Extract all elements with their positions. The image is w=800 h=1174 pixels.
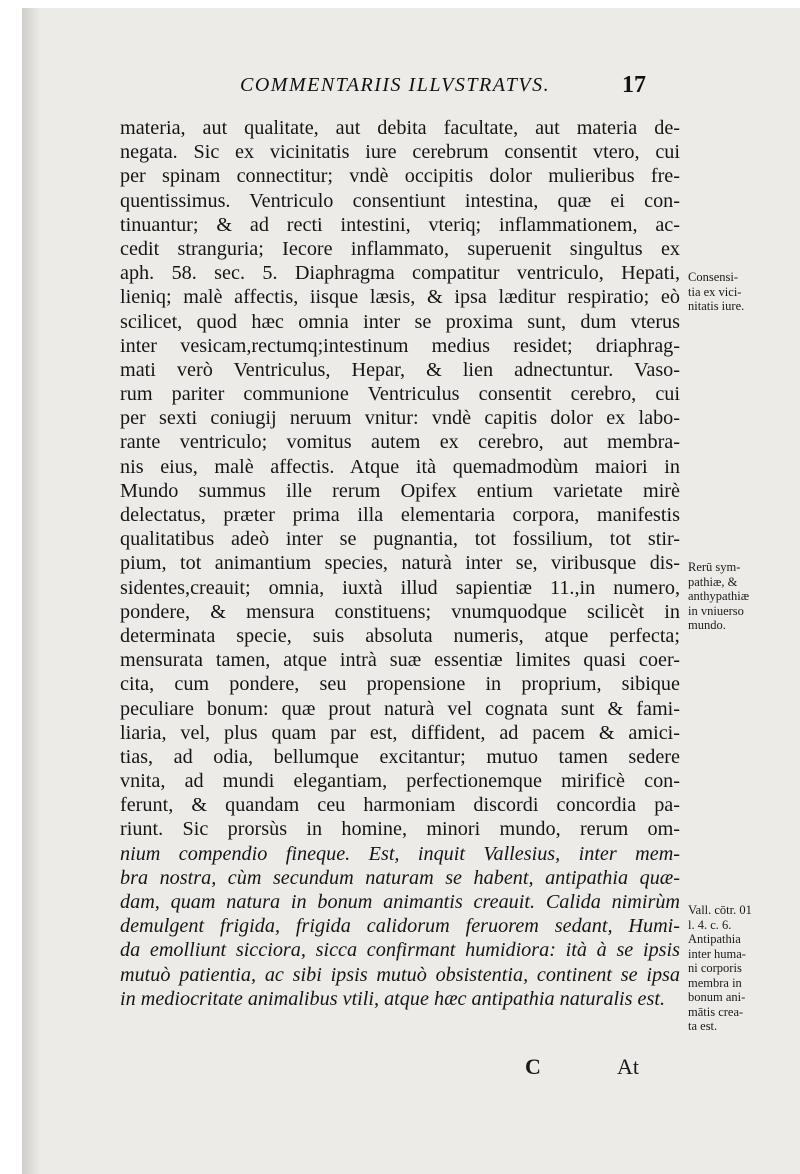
text-line: rante ventriculo; vomitus autem ex cerebro, aut membra- [120, 431, 680, 454]
text-line: mutuò patientia, ac sibi ipsis mutuò obsistentia, continent se ipsa [120, 963, 680, 986]
text-line: determinata specie, suis absoluta numeris, atque perfecta; [120, 624, 680, 647]
text-line: in mediocritate animalibus vtili, atque hæc antipathia naturalis est. [120, 987, 666, 1010]
text-line: tinuantur; & ad recti intestini, vteriq; inflammationem, ac- [120, 213, 680, 236]
marginal-note-line: inter huma- [688, 946, 746, 961]
text-line: dam, quam natura in bonum animantis creauit. Calida nimirùm [120, 891, 680, 913]
text-line: materia, aut qualitate, aut debita facultate, aut materia de- [120, 117, 680, 139]
text-line: tias, ad odia, bellumque excitantur; mutuo tamen sedere [120, 745, 680, 768]
text-line: bra nostra, cùm secundum naturam se habent, antipathia quæ- [120, 866, 680, 889]
text-line: rum pariter communione Ventriculus consentit cerebro, cui [120, 383, 680, 406]
marginal-note-line: pathiæ, & [688, 574, 738, 589]
marginal-note-line: Consensi- [688, 270, 738, 284]
text-line: scilicet, quod hæc omnia inter se proxima sunt, dum vterus [120, 310, 680, 333]
text-line: mati verò Ventriculus, Hepar, & lien adnectuntur. Vaso- [120, 358, 680, 381]
marginal-note-line: Antipathia [688, 932, 741, 946]
marginal-note-line: anthypathiæ [688, 589, 750, 603]
marginal-note-line: in vniuerso [688, 603, 744, 618]
marginal-note-line: bonum ani- [688, 990, 746, 1004]
text-line: peculiare bonum: quæ prout naturà vel cognata sunt & fami- [120, 697, 680, 720]
text-line: nis eius, malè affectis. Atque ità quemadmodùm maiori in [120, 455, 680, 478]
text-line: mensurata tamen, atque intrà suæ essentiæ limites quasi coer- [120, 649, 680, 672]
text-line: lieniq; malè affectis, iisque læsis, & ipsa læditur respiratio; eò [120, 286, 680, 309]
marginal-note-line: tia ex vici- [688, 284, 742, 299]
marginal-note-line: ta est. [688, 1019, 718, 1033]
marginal-note-line: mundo. [688, 618, 726, 632]
text-line: Mundo summus ille rerum Opifex entium varietate mirè [120, 479, 680, 502]
running-title: COMMENTARIIS ILLVSTRATVS. [240, 74, 551, 96]
marginal-note-line: l. 4. c. 6. [688, 917, 732, 932]
text-line: per spinam connectitur; vndè occipitis dolor mulieribus fre- [120, 165, 680, 188]
text-line: cedit stranguria; Iecore inflammato, superuenit singultus ex [120, 237, 680, 260]
marginal-note-line: ni corporis [688, 961, 742, 975]
text-line: liaria, vel, plus quam par est, diffident, ad pacem & amici- [120, 721, 680, 744]
marginal-note-antipathy [688, 903, 776, 1034]
text-line: sidentes,creauit; omnia, iuxtà illud sapientiæ 11.,in numero, [120, 576, 680, 599]
text-line: negata. Sic ex vicinitatis iure cerebrum consentit vtero, cui [120, 141, 680, 164]
text-line: nium compendio fineque. Est, inquit Vallesius, inter mem- [120, 842, 680, 865]
text-line: vnita, ad mundi elegantiam, perfectionemque mirificè con- [120, 770, 680, 793]
text-line: inter vesicam,rectumq;intestinum medius residet; driaphrag- [120, 334, 680, 357]
catchword: At [617, 1054, 639, 1079]
text-line: ferunt, & quandam ceu harmoniam discordi concordia pa- [120, 794, 680, 817]
marginal-note-line: Vall. cōtr. 01 [688, 903, 752, 917]
text-line: per sexti coniugij neruum vnitur: vndè capitis dolor ex labo- [120, 407, 680, 430]
text-line: pondere, & mensura constituens; vnumquodque scilicèt in [120, 600, 680, 623]
marginal-note-line: nitatis iure. [688, 299, 745, 313]
text-line: quentissimus. Ventriculo consentiunt intestina, quæ ei con- [120, 189, 680, 212]
text-line: delectatus, præter prima illa elementaria corpora, manifestis [120, 504, 680, 526]
marginal-note-sympathy [688, 560, 776, 633]
text-line: demulgent frigida, frigida calidorum feruorem sedant, Humi- [120, 915, 680, 938]
text-line: qualitatibus adeò inter se pugnantia, tot fossilium, tot stir- [120, 528, 680, 551]
marginal-note-line: mātis crea- [688, 1004, 744, 1019]
text-line: aph. 58. sec. 5. Diaphragma compatitur ventriculo, Hepati, [120, 262, 680, 285]
signature-mark: C [525, 1054, 541, 1079]
text-line: cita, cum pondere, seu propensione in proprium, sibique [120, 673, 680, 696]
text-line: da emolliunt sicciora, sicca confirmant humidiora: ità à se ipsis [120, 939, 680, 962]
page-number: 17 [622, 72, 646, 98]
text-line: pium, tot animantium species, naturà inter se, viribusque dis- [120, 552, 680, 575]
text-line: riunt. Sic prorsùs in homine, minori mundo, rerum om- [120, 818, 680, 841]
marginal-note-line: Rerū sym- [688, 560, 741, 574]
main-text-block [120, 116, 680, 1011]
marginal-note-consent [688, 270, 776, 314]
marginal-note-line: membra in [688, 975, 742, 990]
